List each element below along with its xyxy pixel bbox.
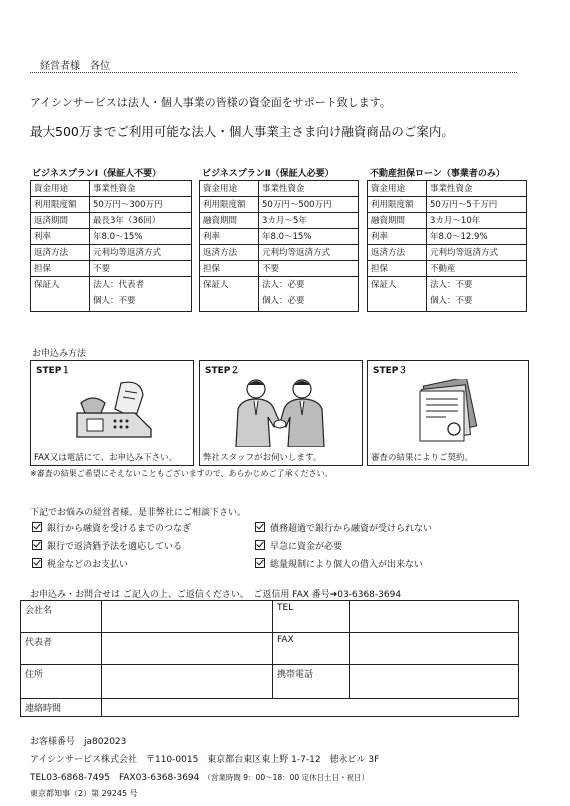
screening-note: ※審査の結果ご希望にそえないこともございますので、あらかじめご了承ください。 — [30, 469, 333, 478]
checkbox-icon — [255, 558, 265, 568]
application-form — [20, 600, 519, 717]
plan-1-title: ビジネスプランⅠ（保証人不要） — [32, 169, 162, 179]
company-label: 会社名 — [21, 601, 102, 633]
addressee: 経営者様 各位 — [40, 61, 110, 72]
step-2-box — [199, 360, 363, 466]
step-3-box — [367, 360, 529, 466]
step-2-label: STEP２ — [205, 366, 240, 376]
step-1-caption: FAX又は電話にて、お申込み下さい。 — [34, 453, 178, 463]
representative-field[interactable] — [102, 633, 273, 665]
tel-fax-line: TEL03-6868-7495 FAX03-6368-3694 （営業時間 9：00～18：00 定休日土日・祝日） — [30, 773, 370, 783]
step-1-box — [30, 360, 194, 466]
representative-label: 代表者 — [21, 633, 102, 665]
tel-field[interactable] — [350, 601, 519, 633]
plan-3-title: 不動産担保ローン（事業者のみ） — [370, 169, 505, 179]
mobile-label: 携帯電話 — [273, 665, 350, 699]
checkbox-icon — [255, 540, 265, 550]
checklist-item: 税金などのお支払い — [32, 557, 128, 570]
checklist-item: 早急に資金が必要 — [255, 539, 342, 552]
checklist-item: 債務超過で銀行から融資が受けられない — [255, 521, 432, 534]
mobile-field[interactable] — [350, 665, 519, 699]
address-label: 住所 — [21, 665, 102, 699]
documents-icon — [412, 379, 486, 443]
header-divider — [30, 72, 517, 73]
checkbox-icon — [32, 558, 42, 568]
tel-label: TEL — [273, 601, 350, 633]
step-1-label: STEP１ — [36, 366, 71, 376]
checklist-item: 銀行から融資を受けるまでのつなぎ — [32, 521, 191, 534]
plan-2-title: ビジネスプランⅡ（保証人必要） — [202, 169, 334, 179]
intro-line-2: 最大500万までご利用可能な法人・個人事業主さま向け融資商品のご案内。 — [30, 124, 454, 139]
fax-field[interactable] — [350, 633, 519, 665]
company-address: アイシンサービス株式会社 〒110-0015 東京都台東区東上野 1-7-12 徳永ビル 3F — [30, 755, 380, 765]
checkbox-icon — [32, 540, 42, 550]
contact-time-field[interactable] — [102, 699, 519, 717]
handshake-icon — [228, 375, 332, 447]
apply-heading: お申込み方法 — [32, 349, 87, 359]
step-3-label: STEP３ — [373, 366, 408, 376]
checklist-item: 銀行で返済猶予法を適応している — [32, 539, 182, 552]
plan-1-table: 資金用途 事業性資金 利用限度額 50万円～300万円 返済期間 最長3年（36回） 利率 年8.0～15% 返済方法 元利均等返済方式 担保 不要 保証人 法人：代表者 個人：不要 — [30, 180, 192, 312]
address-field[interactable] — [102, 665, 273, 699]
plan-3-table: 資金用途 事業性資金 利用限度額 50万円～5千万円 融資期間 3カ月～10年 利率 年8.0～12.9% 返済方法 元利均等返済方式 担保 不動産 保証人 法人：不要 個人：不要 — [367, 180, 527, 312]
step-2-caption: 弊社スタッフがお伺いします。 — [203, 453, 322, 463]
consult-heading: 下記でお悩みの経営者様、是非弊社にご相談下さい。 — [30, 508, 247, 518]
license-number: 東京都知事（2）第 29245 号 — [30, 789, 138, 798]
contact-time-label: 連絡時間 — [21, 699, 102, 717]
customer-number: お客様番号 ja802023 — [30, 737, 127, 747]
plan-2-table: 資金用途 事業性資金 利用限度額 50万円～500万円 融資期間 3カ月～5年 利率 年8.0～15% 返済方法 元利均等返済方式 担保 不要 保証人 法人：必要 個人：必要 — [199, 180, 359, 312]
intro-line-1: アイシンサービスは法人・個人事業の皆様の資金面をサポート致します。 — [30, 96, 391, 109]
checkbox-icon — [255, 522, 265, 532]
checklist-item: 総量規制により個人の借入が出来ない — [255, 557, 423, 570]
fax-label: FAX — [273, 633, 350, 665]
company-field[interactable] — [102, 601, 273, 633]
step-3-caption: 審査の結果によりご契約。 — [371, 453, 474, 463]
checkbox-icon — [32, 522, 42, 532]
form-heading: お申込み・お問合せは ご記入の上、ご返信ください。 ご返信用 FAX 番号➔03-6368-3694 — [30, 590, 402, 600]
fax-machine-icon — [71, 379, 155, 441]
